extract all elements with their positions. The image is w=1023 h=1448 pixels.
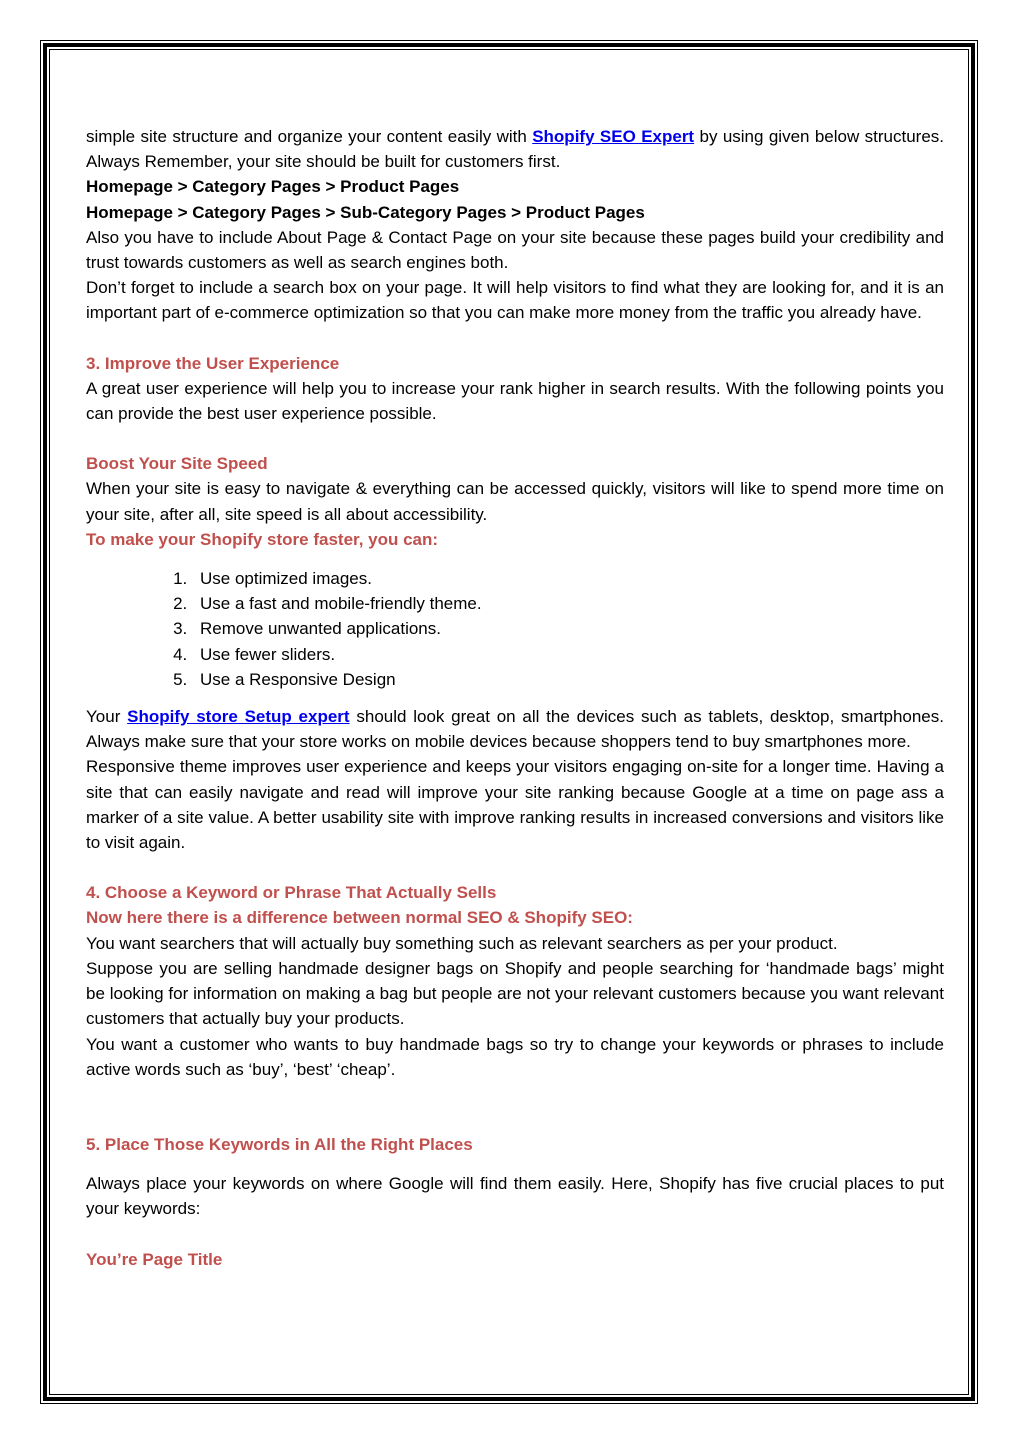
list-item: 1. Use optimized images.	[192, 566, 944, 591]
user-experience-paragraph: A great user experience will help you to increase your rank higher in search results. With the following points you can provide the best user experience possible.	[86, 378, 944, 424]
section-4-heading: 4. Choose a Keyword or Phrase That Actually Sells	[86, 883, 497, 903]
list-item: 2. Use a fast and mobile-friendly theme.	[192, 591, 944, 616]
structure-line-2: Homepage > Category Pages > Sub-Category Pages > Product Pages	[86, 202, 645, 222]
speed-tips-list	[86, 566, 944, 692]
handmade-bags-paragraph: Suppose you are selling handmade designer bags on Shopify and people searching for ‘handmade bags’ might be looking for information on making a bag but people are not your relevant customers because you want relevant customers that actually buy your products.	[86, 958, 944, 1029]
intro-paragraph: simple site structure and organize your content easily with Shopify SEO Expert by using given below structures. Always Remember, your site should be built for customers first.	[86, 127, 945, 172]
site-speed-paragraph: When your site is easy to navigate & everything can be accessed quickly, visitors will like to spend more time on your site, after all, site speed is all about accessibility.	[86, 479, 944, 524]
page-title-heading: You’re Page Title	[86, 1249, 223, 1269]
searchers-paragraph: You want searchers that will actually buy something such as relevant searchers as per your product.	[86, 933, 838, 953]
faster-store-heading: To make your Shopify store faster, you can:	[86, 529, 439, 549]
structure-line-1: Homepage > Category Pages > Product Pages	[86, 177, 460, 197]
section-5-heading: 5. Place Those Keywords in All the Right Places	[86, 1134, 473, 1154]
active-words-paragraph: You want a customer who wants to buy handmade bags so try to change your keywords or phrases to include active words such as ‘buy’, ‘best’ ‘cheap’.	[86, 1034, 944, 1079]
shopify-seo-expert-link[interactable]: Shopify SEO Expert	[532, 127, 695, 146]
list-item: 5. Use a Responsive Design	[192, 667, 944, 692]
responsive-theme-paragraph: Responsive theme improves user experience and keeps your visitors engaging on-site for a longer time. Having a site that can easily navigate and read will improve your site ranking because Google at a time on page ass a marker of a site value. A better usability site with improve ranking results in increased conversions and visitors like to visit again.	[86, 757, 944, 853]
keywords-placement-paragraph: Always place your keywords on where Google will find them easily. Here, Shopify has five crucial places to put your keywords:	[86, 1174, 944, 1219]
store-setup-paragraph: Your Shopify store Setup expert should look great on all the devices such as tablets, desktop, smartphones. Always make sure that your store works on mobile devices because shoppers tend to buy smartphones more.	[86, 707, 944, 752]
list-item: 3. Remove unwanted applications.	[192, 616, 944, 641]
section-3-heading: 3. Improve the User Experience	[86, 353, 340, 373]
document-body	[86, 124, 944, 1272]
site-speed-heading: Boost Your Site Speed	[86, 454, 268, 474]
shopify-store-setup-expert-link[interactable]: Shopify store Setup expert	[127, 707, 350, 727]
seo-difference-heading: Now here there is a difference between normal SEO & Shopify SEO:	[86, 908, 633, 928]
list-item: 4. Use fewer sliders.	[192, 642, 944, 667]
search-box-paragraph: Don’t forget to include a search box on your page. It will help visitors to find what they are looking for, and it is an important part of e-commerce optimization so that you can make more money from the traffic you already have.	[86, 278, 944, 323]
about-contact-paragraph: Also you have to include About Page & Contact Page on your site because these pages build your credibility and trust towards customers as well as search engines both.	[86, 227, 944, 273]
